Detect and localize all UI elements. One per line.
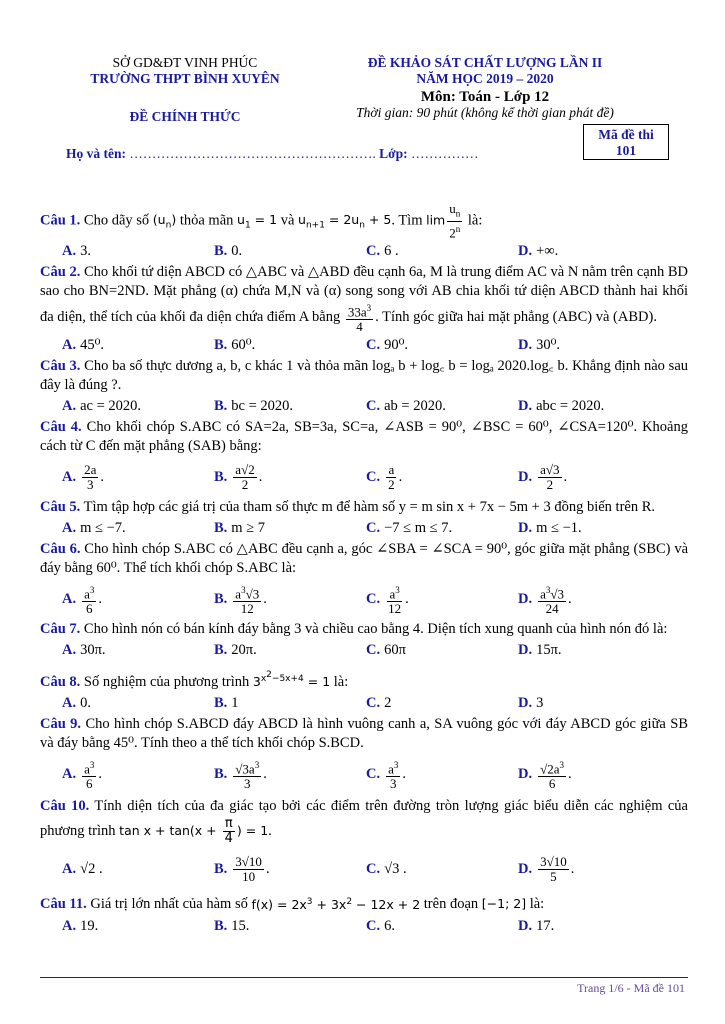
question-label: Câu 1. [40, 212, 81, 229]
option-a[interactable]: A. 3. [62, 242, 91, 259]
option-b[interactable]: B. m ≥ 7 [214, 520, 266, 537]
option-d[interactable]: D. m ≤ −1. [518, 520, 582, 537]
question-10: Câu 10. Tính diện tích của đa giác tạo bởi các điểm trên đường tròn lượng giác biểu diễn các nghiệm của phương trình tan x + tan(x + $\frac{\pi}{4}$ ) = 1. [40, 798, 688, 847]
question-list [40, 200, 688, 938]
option-a[interactable]: A. 0. [62, 695, 91, 712]
option-b[interactable]: B. 1 [214, 695, 239, 712]
option-d[interactable]: D. $\frac{a^3√3}{24}$ . [518, 584, 572, 616]
official-label: ĐỀ CHÍNH THỨC [129, 109, 241, 124]
options-10 [40, 850, 688, 888]
student-info-line [66, 146, 478, 162]
option-c[interactable]: C. −7 ≤ m ≤ 7. [366, 520, 453, 537]
options-4 [40, 458, 688, 496]
exam-code: 101 [615, 143, 637, 158]
option-c[interactable]: C. 6 . [366, 242, 399, 259]
question-label: Câu 8. [40, 674, 81, 691]
options-6 [40, 580, 688, 618]
question-3: Câu 3. Cho ba số thực dương a, b, c khác 1 và thỏa mãn logₐ b + log꜀ b = logₐ 2020.log꜀ b. Khẳng định nào sau đây là đúng ?. [40, 358, 689, 394]
option-b[interactable]: B. $\frac{√3a^3}{3}$ . [214, 759, 267, 792]
option-c[interactable]: C. $\frac{a^3}{3}$ . [366, 759, 407, 792]
option-a[interactable]: A. 30π. [62, 642, 106, 659]
option-a[interactable]: A. $\frac{a^3}{6}$ . [62, 759, 103, 792]
exam-code-box [583, 124, 669, 160]
header-right [335, 55, 635, 121]
options-2 [40, 336, 688, 355]
question-label: Câu 3. [40, 358, 81, 375]
question-label: Câu 6. [40, 541, 81, 558]
option-b[interactable]: B. $\frac{a^3√3}{12}$ . [214, 584, 267, 616]
option-a[interactable]: A. 19. [62, 917, 99, 934]
option-a[interactable]: A. m ≤ −7. [62, 520, 126, 537]
time-limit: Thời gian: 90 phút (không kể thời gian phát đề) [356, 105, 614, 120]
question-label: Câu 10. [40, 798, 90, 815]
option-c[interactable]: C. $\frac{a}{2}$ . [366, 461, 403, 492]
option-a[interactable]: A. 45⁰. [62, 337, 105, 354]
option-b[interactable]: B. $\frac{a√2}{2}$ . [214, 461, 263, 492]
question-label: Câu 7. [40, 621, 81, 638]
option-b[interactable]: B. $\frac{3√10}{10}$ . [214, 853, 270, 884]
question-label: Câu 2. [40, 263, 81, 280]
option-d[interactable]: D. 30⁰. [518, 337, 561, 354]
question-4: Câu 4. Cho khối chóp S.ABC có SA=2a, SB=3a, SC=a, ∠ASB = 90⁰, ∠BSC = 60⁰, ∠CSA=120⁰. Khoảng cách từ C đến mặt phẳng (SAB) bằng: [40, 419, 688, 455]
option-b[interactable]: B. 60⁰. [214, 337, 256, 354]
option-c[interactable]: C. √3 . [366, 860, 407, 877]
option-d[interactable]: D. +∞. [518, 242, 559, 259]
option-a[interactable]: A. √2 . [62, 860, 103, 877]
options-7 [40, 641, 688, 660]
department-name: SỞ GD&ĐT VINH PHÚC [112, 55, 258, 70]
question-7: Câu 7. Cho hình nón có bán kính đáy bằng 3 và chiều cao bằng 4. Diện tích xung quanh của hình nón đó là: [40, 621, 668, 638]
option-b[interactable]: B. 15. [214, 917, 250, 934]
option-c[interactable]: C. 6. [366, 917, 395, 934]
option-c[interactable]: C. 2 [366, 695, 392, 712]
option-a[interactable]: A. $\frac{a^3}{6}$ . [62, 584, 103, 616]
option-b[interactable]: B. 20π. [214, 642, 257, 659]
exam-code-label: Mã đề thi [598, 127, 654, 142]
question-1: Câu 1. Cho dãy số $(u_n)$ thỏa mãn $u_1 = 1$ và $u_{n+1} = 2u_n + 5$. Tìm lim $\frac{u_n}{2^n}$ là: [40, 201, 483, 240]
option-a[interactable]: A. $\frac{2a}{3}$ . [62, 461, 105, 492]
option-d[interactable]: D. 15π. [518, 642, 562, 659]
question-label: Câu 4. [40, 419, 82, 436]
option-d[interactable]: D. abc = 2020. [518, 398, 605, 415]
question-9: Câu 9. Cho hình chóp S.ABCD đáy ABCD là hình vuông canh a, SA vuông góc với đáy ABCD góc giữa SB và đáy bằng 45⁰. Tính theo a thể tích khối chóp S.BCD. [40, 716, 688, 752]
option-d[interactable]: D. 3 [518, 695, 544, 712]
question-label: Câu 9. [40, 716, 82, 733]
options-8 [40, 694, 688, 713]
option-b[interactable]: B. 0. [214, 242, 243, 259]
question-2: Câu 2. Cho khối tứ diện ABCD có △ABC và △ABD đều cạnh 6a, M là trung điểm AC và N nằm trên cạnh BD sao cho BN=2ND. Mặt phẳng (α) chứa M,N và (α) song song với AB chia khối tứ diện ABCD thành hai khối đa diện, thể tích của khối đa diện chứa điểm A bằng $\frac{33a^3}{4}$ . Tính góc giữa hai mặt phẳng (ABC) và (ABD). [40, 263, 689, 335]
option-d[interactable]: D. $\frac{3√10}{5}$ . [518, 853, 575, 884]
school-year: NĂM HỌC 2019 – 2020 [416, 71, 554, 86]
question-11: Câu 11. Giá trị lớn nhất của hàm số $f(x) = 2x^3 + 3x^2 - 12x + 2$ trên đoạn [−1; 2] là: [40, 896, 545, 913]
options-11 [40, 917, 688, 936]
header-left [60, 55, 310, 125]
options-5 [40, 519, 688, 538]
option-c[interactable]: C. $\frac{a^3}{12}$ . [366, 584, 409, 616]
class-label: Lớp: [379, 146, 408, 161]
footer-divider [40, 977, 688, 978]
question-6: Câu 6. Cho hình chóp S.ABC có △ABC đều cạnh a, góc ∠SBA = ∠SCA = 90⁰, góc giữa mặt phẳng (SBC) và đáy bằng 60⁰. Thể tích khối chóp S.ABC là: [40, 541, 688, 577]
exam-title: ĐỀ KHẢO SÁT CHẤT LƯỢNG LẦN II [367, 55, 603, 70]
option-a[interactable]: A. ac = 2020. [62, 398, 142, 415]
name-label: Họ và tên: [66, 146, 126, 161]
subject: Môn: Toán - Lớp 12 [420, 89, 550, 105]
option-d[interactable]: D. 17. [518, 917, 555, 934]
name-dots: ………………………………………………. [129, 146, 376, 161]
question-8: Câu 8. Số nghiệm của phương trình $3^{x^2-5x+4} = 1$ là: [40, 670, 349, 691]
options-9 [40, 755, 688, 793]
option-b[interactable]: B. bc = 2020. [214, 398, 294, 415]
option-d[interactable]: D. $\frac{a√3}{2}$ . [518, 461, 568, 492]
option-d[interactable]: D. $\frac{√2a^3}{6}$ . [518, 759, 572, 792]
school-name: TRƯỜNG THPT BÌNH XUYÊN [90, 71, 280, 86]
option-c[interactable]: C. ab = 2020. [366, 398, 446, 415]
question-5: Câu 5. Tìm tập hợp các giá trị của tham số thực m để hàm số y = m sin x + 7x − 5m + 3 đồng biến trên R. [40, 499, 656, 516]
option-c[interactable]: C. 90⁰. [366, 337, 409, 354]
options-3 [40, 397, 688, 416]
option-c[interactable]: C. 60π [366, 642, 406, 659]
page-footer: Trang 1/6 - Mã đề 101 [577, 981, 685, 995]
question-label: Câu 11. [40, 896, 87, 913]
question-label: Câu 5. [40, 499, 81, 516]
options-1 [40, 242, 688, 261]
class-dots: …………… [410, 146, 479, 161]
